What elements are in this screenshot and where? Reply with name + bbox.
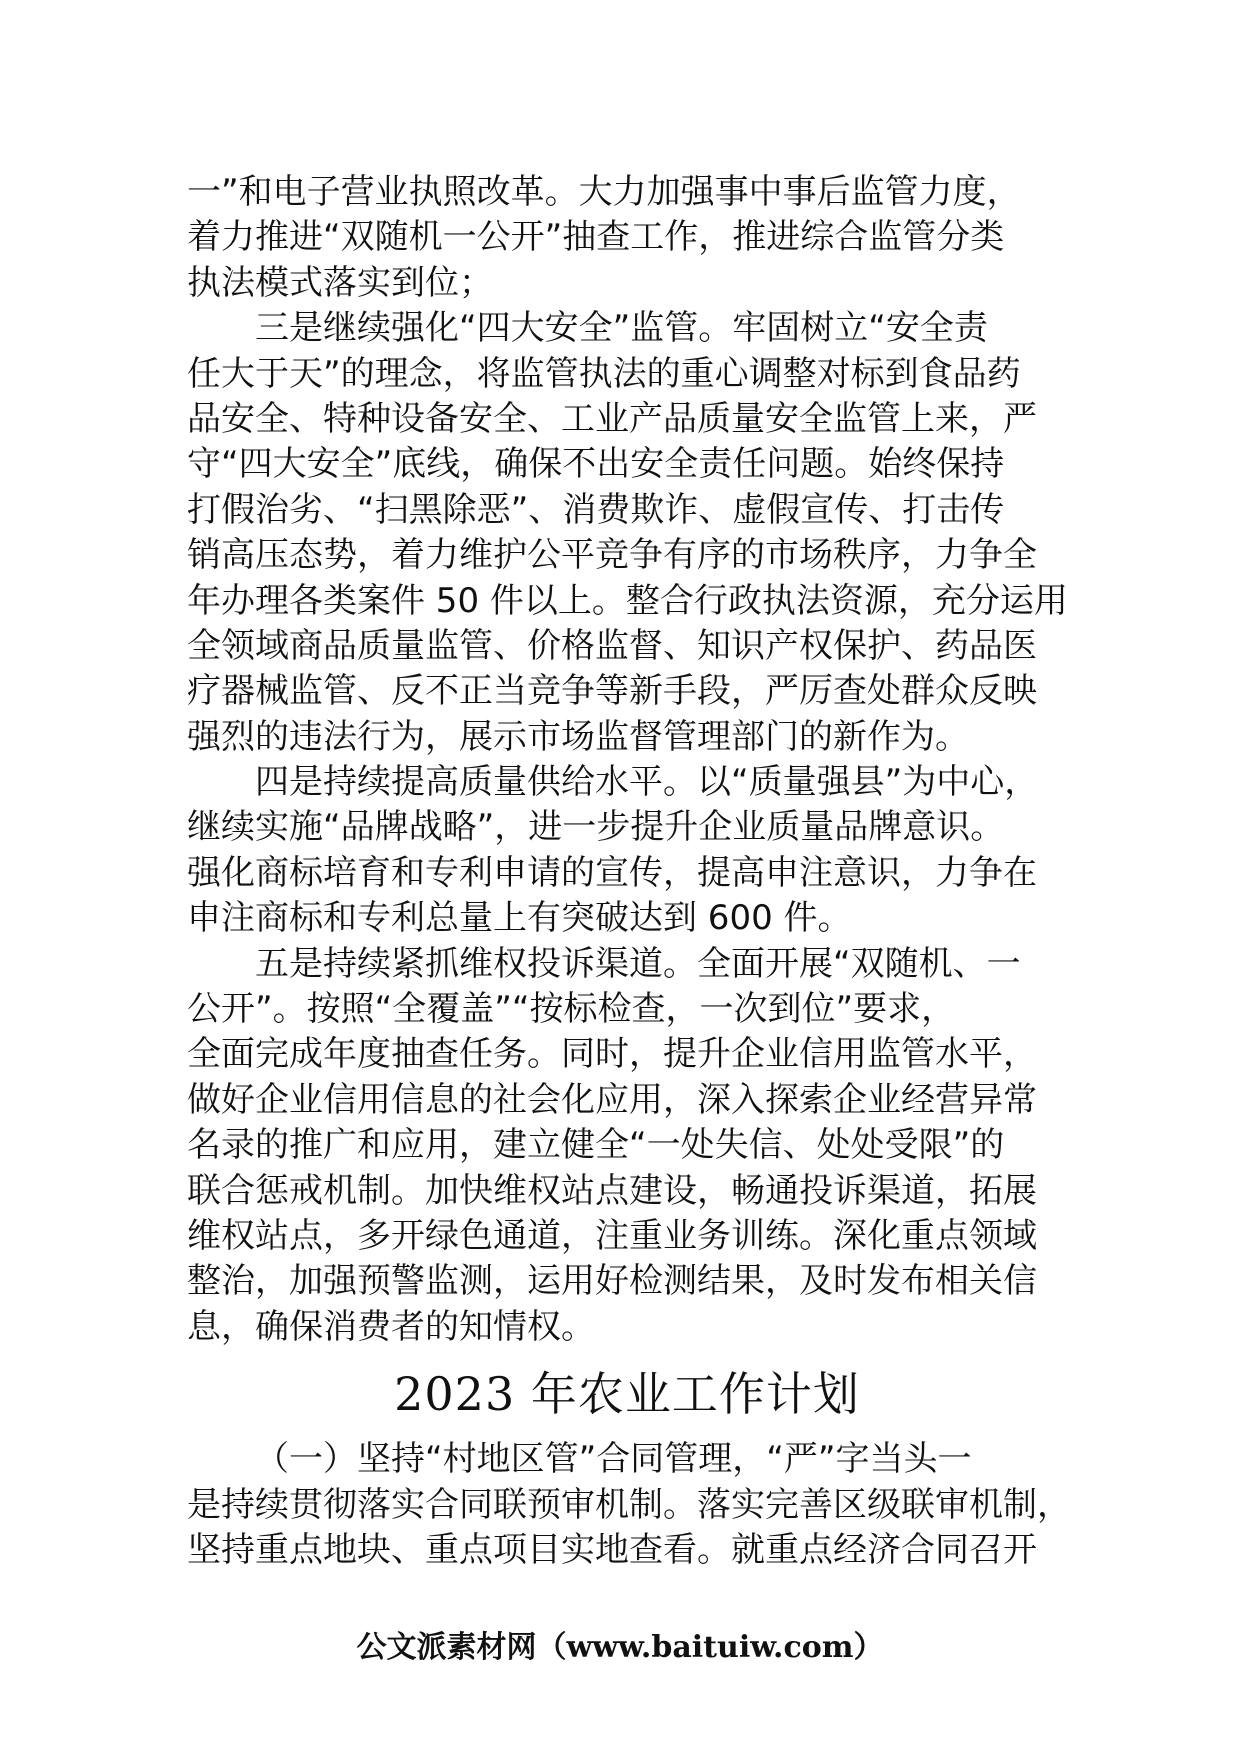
text-line: 四是持续提高质量供给水平。以“质量强县”为中心，	[255, 762, 1039, 803]
paragraph-safety-supervision	[187, 306, 1067, 760]
document-body	[187, 170, 1071, 1573]
text-line: 任大于天”的理念，将监管执法的重心调整对标到食品药	[187, 353, 1021, 394]
text-line: 销高压态势，着力维护公平竞争有序的市场秩序，力争全	[187, 535, 1037, 576]
text-line: 一”和电子营业执照改革。大力加强事中事后监管力度，	[187, 172, 1021, 212]
text-line: 着力推进“双随机一公开”抽查工作，推进综合监管分类	[187, 217, 1005, 258]
paragraph-rights-complaints	[187, 942, 1067, 1351]
text-line: 联合惩戒机制。加快维权站点建设，畅通投诉渠道，拓展	[187, 1170, 1037, 1211]
text-line: 息，确保消费者的知情权。	[187, 1306, 595, 1347]
text-line: 守“四大安全”底线，确保不出安全责任问题。始终保持	[187, 444, 1005, 485]
text-line: 做好企业信用信息的社会化应用，深入探索企业经营异常	[187, 1079, 1037, 1120]
paragraph-quality-supply	[187, 760, 1067, 942]
text-line: 年办理各类案件 50 件以上。整合行政执法资源，充分运用	[187, 580, 1068, 621]
text-line: 坚持重点地块、重点项目实地查看。就重点经济合同召开	[187, 1529, 1037, 1570]
text-line: 全领域商品质量监管、价格监督、知识产权保护、药品医	[187, 625, 1037, 666]
text-line: 继续实施“品牌战略”，进一步提升企业质量品牌意识。	[187, 807, 1005, 848]
text-line: 品安全、特种设备安全、工业产品质量安全监管上来，严	[187, 398, 1037, 439]
text-line: 三是继续强化“四大安全”监管。牢固树立“安全责	[255, 308, 988, 349]
text-line: 全面完成年度抽查任务。同时，提升企业信用监管水平，	[187, 1034, 1037, 1075]
paragraph-contract-management	[187, 1437, 1071, 1573]
text-line: 申注商标和专利总量上有突破达到 600 件。	[187, 898, 852, 939]
section-heading: 2023 年农业工作计划	[394, 1367, 860, 1422]
text-line: 公开”。按照“全覆盖”“按标检查，一次到位”要求，	[187, 989, 956, 1030]
paragraph-continuation	[187, 170, 1067, 306]
text-line: 维权站点，多开绿色通道，注重业务训练。深化重点领域	[187, 1215, 1037, 1256]
text-line: 整治，加强预警监测，运用好检测结果，及时发布相关信	[187, 1261, 1037, 1302]
text-line: 名录的推广和应用，建立健全“一处失信、处处受限”的	[187, 1125, 1005, 1166]
text-line: 五是持续紧抓维权投诉渠道。全面开展“双随机、一	[255, 943, 1021, 984]
source-footer: 公文派素材网（www.baituiw.com）	[356, 1630, 884, 1665]
text-line: 强化商标培育和专利申请的宣传，提高申注意识，力争在	[187, 852, 1037, 893]
text-line: 强烈的违法行为，展示市场监督管理部门的新作为。	[187, 716, 969, 757]
text-line: 执法模式落实到位；	[187, 262, 493, 303]
text-line: 打假治劣、“扫黑除恶”、消费欺诈、虚假宣传、打击传	[187, 489, 1005, 530]
text-line: 是持续贯彻落实合同联预审机制。落实完善区级联审机制，	[187, 1484, 1071, 1525]
text-line: 疗器械监管、反不正当竞争等新手段，严厉查处群众反映	[187, 671, 1037, 712]
text-line: （一）坚持“村地区管”合同管理，“严”字当头一	[255, 1439, 972, 1480]
